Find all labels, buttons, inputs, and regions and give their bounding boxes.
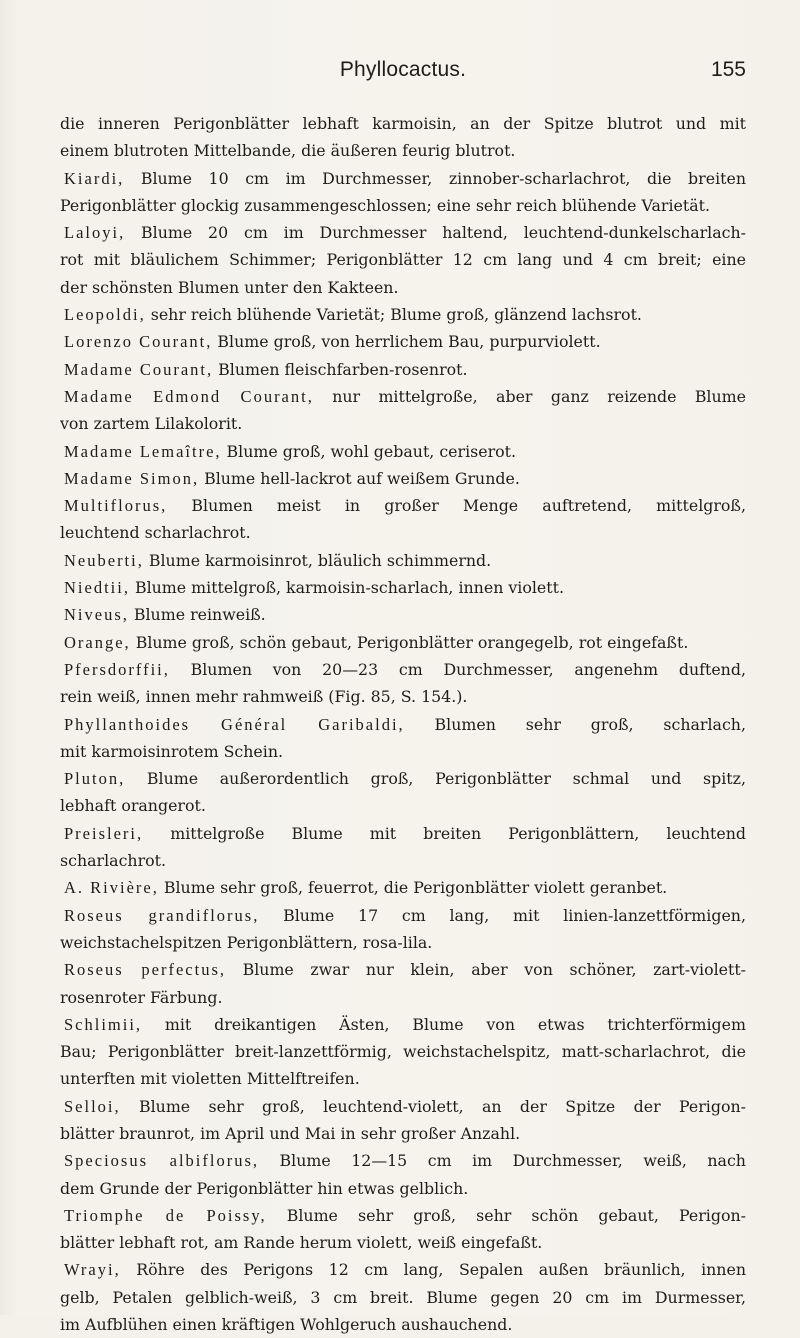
line-text: Blume sehr groß, sehr schön gebaut, Perigon-: [266, 1205, 746, 1225]
line-text: lebhaft orangerot.: [60, 796, 206, 816]
text-line: [60, 1284, 746, 1311]
entry-start-line: [60, 492, 746, 519]
line-text: Blume 10 cm im Durchmesser, zinnober-scharlachrot, die breiten: [124, 168, 746, 188]
text-line: [60, 929, 746, 956]
text-line: [60, 683, 746, 710]
line-text: Blume zwar nur klein, aber von schöner, zart-violett-: [226, 960, 746, 980]
line-text: blätter lebhaft rot, am Rande herum violett, weiß eingefaßt.: [60, 1233, 543, 1253]
entry-start-line: [60, 219, 746, 246]
page-number: 155: [710, 58, 746, 81]
line-text: Blume 20 cm im Durchmesser haltend, leuchtend-dunkelscharlach-: [125, 223, 746, 243]
line-text: blätter braunrot, im April und Mai in sehr großer Anzahl.: [60, 1123, 521, 1143]
entry-start-line: [60, 356, 746, 383]
cultivar-name: Schlimii,: [64, 1014, 143, 1034]
cultivar-name: Speciosus albiflorus,: [64, 1151, 259, 1171]
cultivar-name: Roseus grandiflorus,: [64, 905, 260, 925]
entry-start-line: [60, 629, 746, 656]
line-text: mit dreikantigen Ästen, Blume von etwas trichterförmigem: [142, 1014, 746, 1034]
entry-start-line: [60, 1147, 746, 1174]
line-text: weichstachelspitzen Perigonblättern, rosa-lila.: [60, 932, 433, 952]
cultivar-name: Preisleri,: [64, 823, 144, 843]
line-text: rein weiß, innen mehr rahmweiß (Fig. 85, S. 154.).: [60, 687, 468, 707]
line-text: mit karmoisinrotem Schein.: [60, 741, 284, 761]
line-text: Röhre des Perigons 12 cm lang, Sepalen außen bräunlich, innen: [120, 1260, 746, 1280]
text-line: [60, 984, 746, 1011]
text-line: [60, 1120, 746, 1147]
cultivar-name: Roseus perfectus,: [64, 960, 226, 980]
text-line: [60, 1065, 746, 1092]
entry-start-line: [60, 956, 746, 983]
line-text: Blumen fleischfarben-rosenrot.: [213, 359, 468, 379]
text-line: [60, 110, 746, 137]
cultivar-name: A. Rivière,: [64, 878, 159, 898]
entry-start-line: [60, 1256, 746, 1283]
cultivar-name: Madame Lemaître,: [64, 441, 222, 461]
text-line: [60, 792, 746, 819]
line-text: Blumen meist in großer Menge auftretend, mittelgroß,: [167, 496, 746, 516]
line-text: gelb, Petalen gelblich-weiß, 3 cm breit. Blume gegen 20 cm im Durmesser,: [60, 1287, 746, 1307]
line-text: Blume groß, wohl gebaut, ceriserot.: [221, 441, 517, 461]
line-text: Blume 17 cm lang, mit linien-lanzettförmigen,: [259, 905, 746, 925]
line-text: Blume groß, von herrlichem Bau, purpurviolett.: [212, 332, 601, 352]
page-header: [60, 58, 746, 88]
cultivar-name: Kiardi,: [64, 168, 125, 188]
entry-start-line: [60, 547, 746, 574]
cultivar-name: Wrayi,: [64, 1260, 121, 1280]
cultivar-name: Leopoldi,: [64, 305, 146, 325]
cultivar-name: Laloyi,: [64, 223, 126, 243]
cultivar-name: Phyllanthoides Général Garibaldi,: [64, 714, 405, 734]
text-line: [60, 1175, 746, 1202]
line-text: unterften mit violetten Mittelftreifen.: [60, 1069, 360, 1089]
line-text: Blume reinweiß.: [128, 605, 266, 625]
line-text: scharlachrot.: [60, 851, 167, 871]
line-text: Blume sehr groß, leuchtend-violett, an der Spitze der Perigon-: [120, 1096, 746, 1116]
line-text: Blume karmoisinrot, bläulich schimmernd.: [143, 550, 492, 570]
entry-start-line: [60, 165, 746, 192]
line-text: rot mit bläulichem Schimmer; Perigonblätter 12 cm lang und 4 cm breit; eine: [60, 250, 746, 270]
entry-start-line: [60, 601, 746, 628]
cultivar-name: Neuberti,: [64, 550, 144, 570]
line-text: sehr reich blühende Varietät; Blume groß, glänzend lachsrot.: [145, 305, 642, 325]
line-text: die inneren Perigonblätter lebhaft karmoisin, an der Spitze blutrot und mit: [60, 114, 746, 133]
text-line: [60, 137, 746, 164]
cultivar-name: Madame Courant,: [64, 359, 214, 379]
cultivar-name: Pluton,: [64, 769, 126, 789]
line-text: mittelgroße Blume mit breiten Perigonblättern, leuchtend: [143, 823, 746, 843]
line-text: leuchtend scharlachrot.: [60, 523, 251, 543]
line-text: der schönsten Blumen unter den Kakteen.: [60, 277, 399, 297]
line-text: Blume hell-lackrot auf weißem Grunde.: [199, 468, 520, 488]
entry-start-line: [60, 1011, 746, 1038]
line-text: Blume 12—15 cm im Durchmesser, weiß, nach: [259, 1151, 746, 1171]
line-text: Blume groß, schön gebaut, Perigonblätter orangegelb, rot eingefaßt.: [130, 632, 689, 652]
running-title: Phyllocactus.: [339, 58, 467, 81]
line-text: nur mittelgroße, aber ganz reizende Blume: [313, 386, 746, 406]
line-text: einem blutroten Mittelbande, die äußeren feurig blutrot.: [60, 141, 516, 161]
line-text: Blumen sehr groß, scharlach,: [404, 714, 746, 734]
entry-start-line: [60, 902, 746, 929]
entry-start-line: [60, 301, 746, 328]
entry-start-line: [60, 656, 746, 683]
entry-start-line: [60, 328, 746, 355]
line-text: im Aufblühen einen kräftigen Wohlgeruch aushauchend.: [60, 1315, 513, 1335]
cultivar-name: Madame Simon,: [64, 468, 200, 488]
cultivar-name: Niedtii,: [64, 578, 130, 598]
line-text: Blumen von 20—23 cm Durchmesser, angenehm duftend,: [169, 659, 746, 679]
entry-start-line: [60, 383, 746, 410]
line-text: Blume mittelgroß, karmoisin-scharlach, innen violett.: [129, 578, 564, 598]
body-text: [60, 110, 746, 1338]
entry-start-line: [60, 1093, 746, 1120]
entry-start-line: [60, 465, 746, 492]
entry-start-line: [60, 711, 746, 738]
text-line: [60, 410, 746, 437]
entry-start-line: [60, 1202, 746, 1229]
entry-start-line: [60, 765, 746, 792]
cultivar-name: Madame Edmond Courant,: [64, 386, 314, 406]
cultivar-name: Lorenzo Courant,: [64, 332, 213, 352]
entry-start-line: [60, 820, 746, 847]
text-line: [60, 246, 746, 273]
line-text: Blume sehr groß, feuerrot, die Perigonblätter violett geranbet.: [158, 878, 668, 898]
line-text: dem Grunde der Perigonblätter hin etwas gelblich.: [60, 1178, 469, 1198]
cultivar-name: Selloi,: [64, 1096, 121, 1116]
text-line: [60, 519, 746, 546]
entry-start-line: [60, 574, 746, 601]
cultivar-name: Multiflorus,: [64, 496, 168, 516]
line-text: Blume außerordentlich groß, Perigonblätter schmal und spitz,: [125, 769, 746, 789]
text-line: [60, 1229, 746, 1256]
cultivar-name: Niveus,: [64, 605, 129, 625]
line-text: Bau; Perigonblätter breit-lanzettförmig, weichstachelspitz, matt-scharlachrot, die: [60, 1042, 746, 1062]
line-text: rosenroter Färbung.: [60, 987, 223, 1007]
text-line: [60, 1038, 746, 1065]
text-line: [60, 847, 746, 874]
text-line: [60, 192, 746, 219]
cultivar-name: Orange,: [64, 632, 131, 652]
cultivar-name: Triomphe de Poissy,: [64, 1205, 267, 1225]
cultivar-name: Pfersdorffii,: [64, 659, 170, 679]
entry-start-line: [60, 874, 746, 901]
text-line: [60, 738, 746, 765]
text-line: [60, 1311, 746, 1338]
text-line: [60, 274, 746, 301]
line-text: von zartem Lilakolorit.: [60, 414, 243, 434]
line-text: Perigonblätter glockig zusammengeschlossen; eine sehr reich blühende Varietät.: [60, 195, 711, 215]
entry-start-line: [60, 438, 746, 465]
